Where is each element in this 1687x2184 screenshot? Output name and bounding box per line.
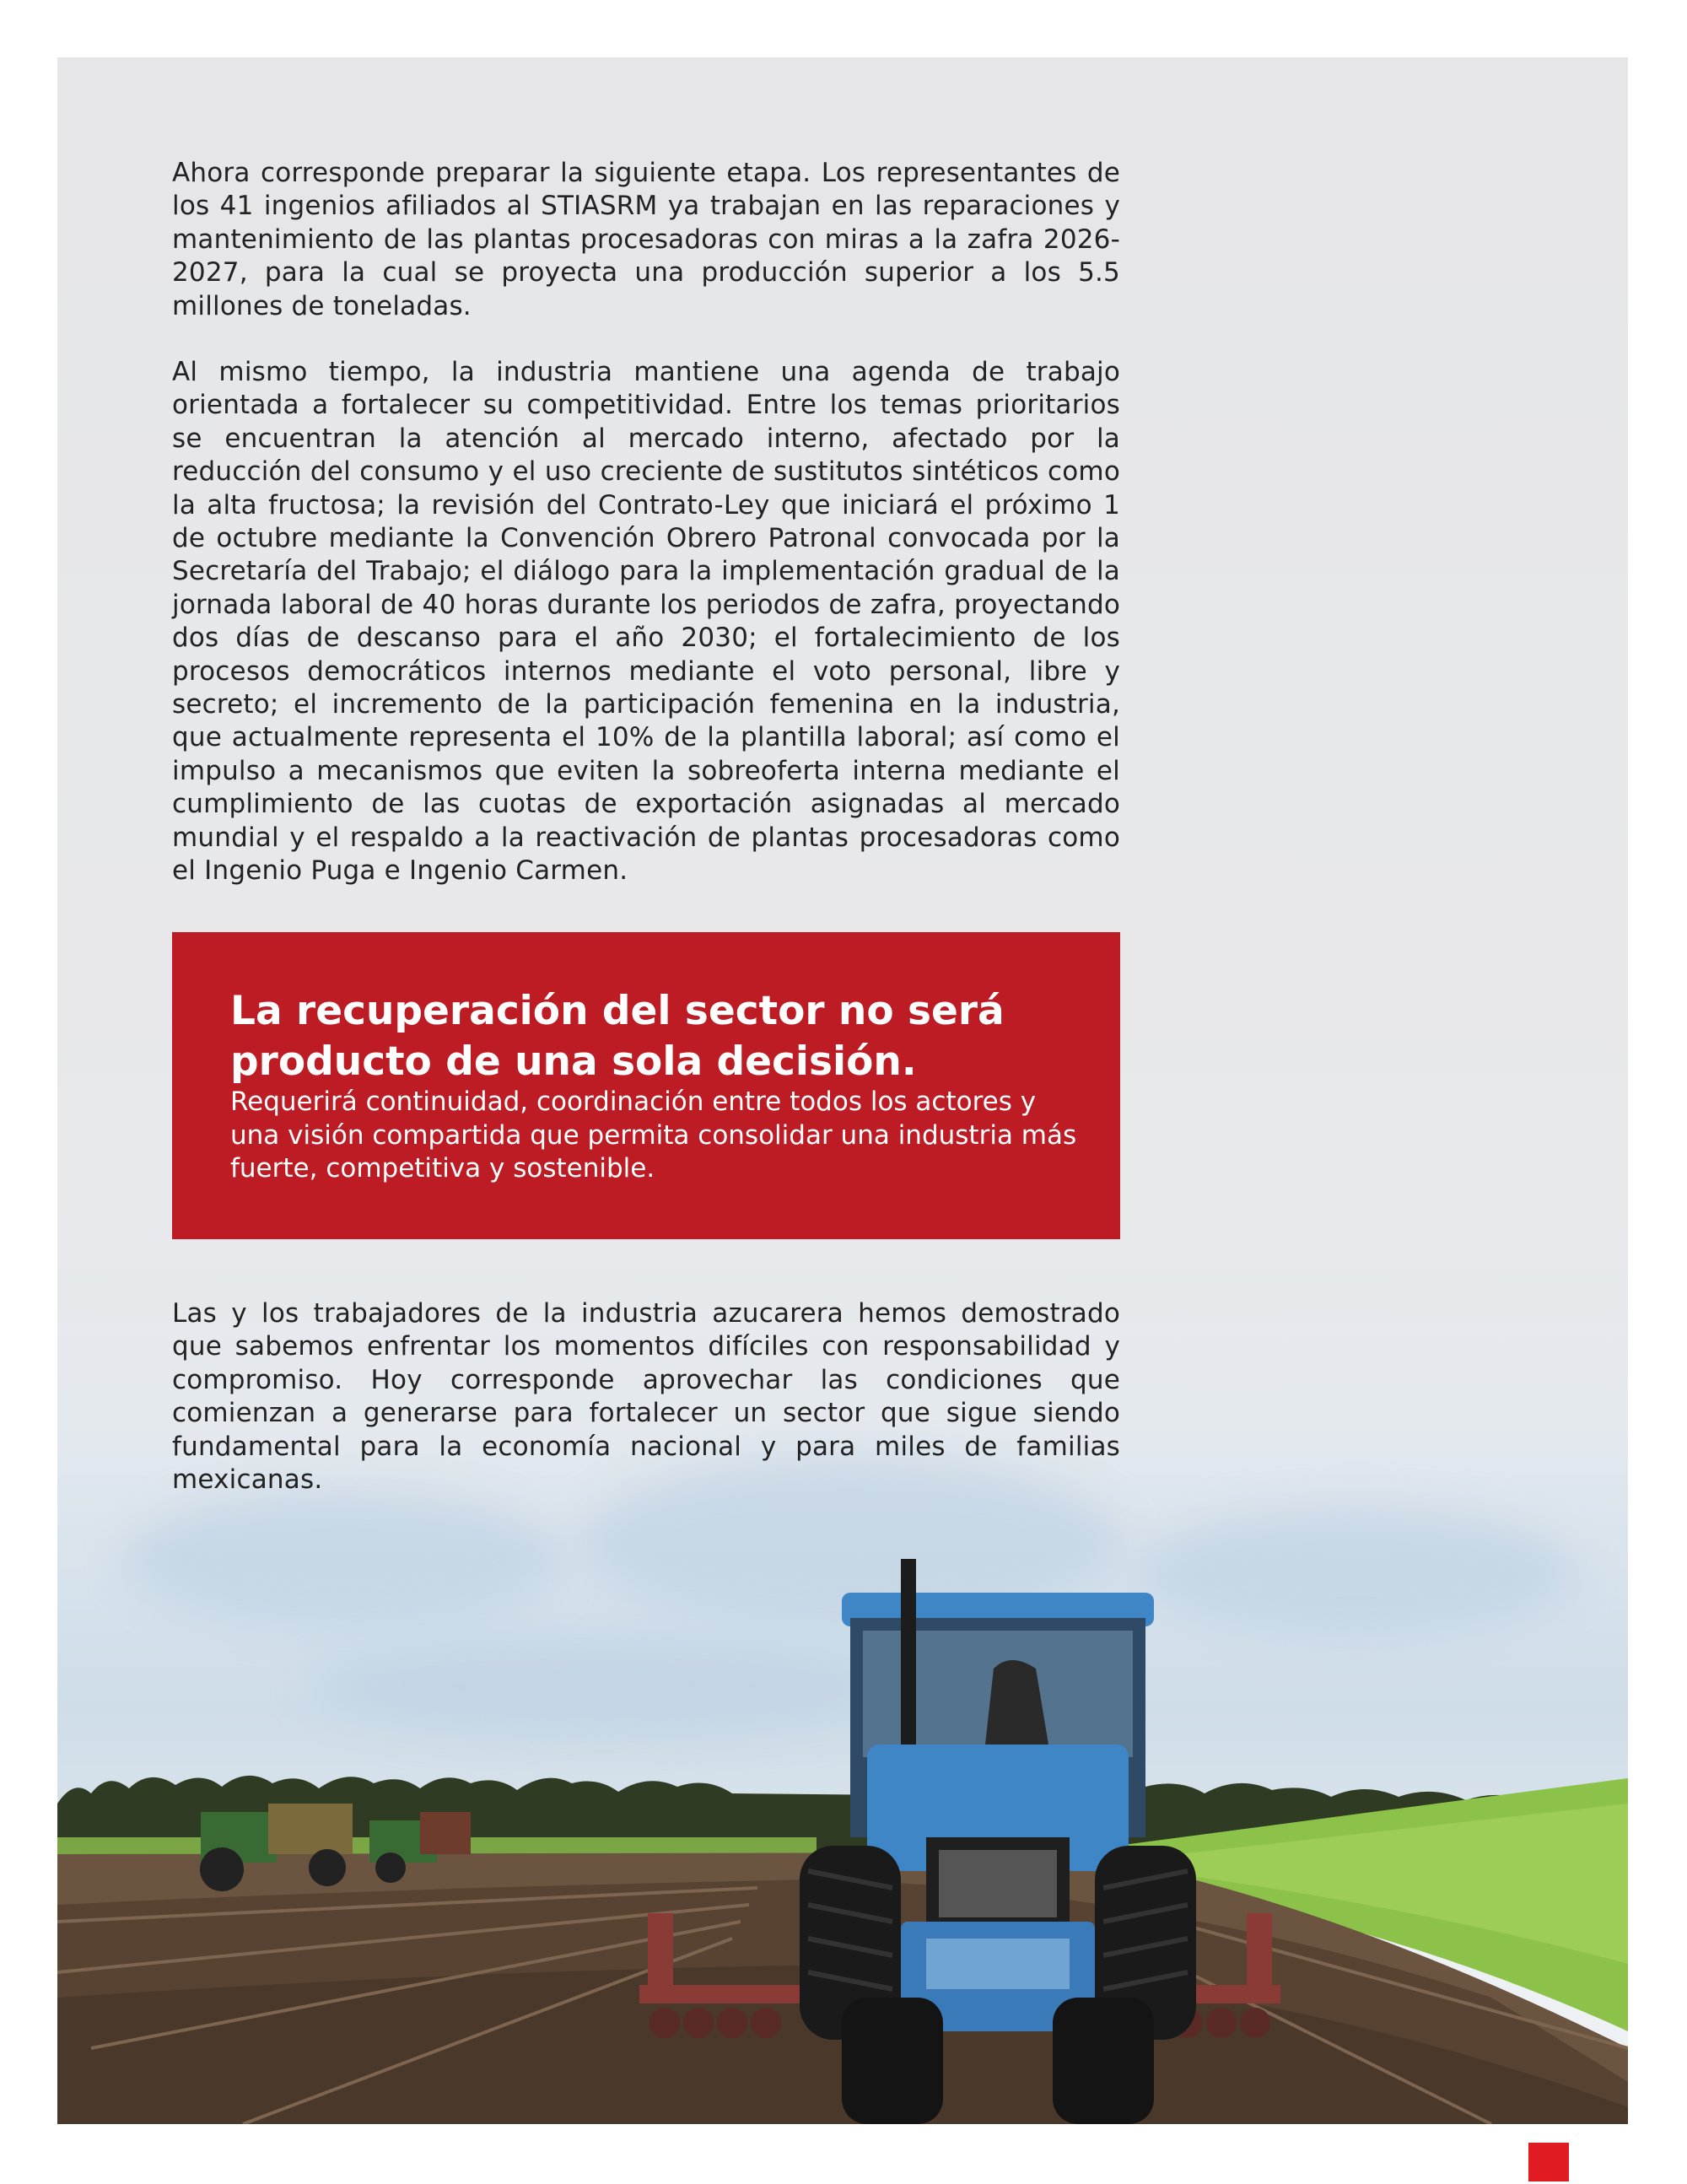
page-sheet: [57, 57, 1628, 2124]
tractor-field-photo: [57, 1525, 1628, 2124]
callout-title: La recuperación del sector no será producto de una sola decisión.: [230, 988, 1005, 1085]
callout-text: Requerirá continuidad, coordinación entre todos los actores y una visión compartida que permita consolidar una industria más fuerte, competitiva y sostenible.: [230, 1087, 1077, 1184]
callout-box: [172, 932, 1120, 1239]
page-marker: [1528, 2143, 1569, 2181]
body-paragraph: Al mismo tiempo, la industria mantiene una agenda de trabajo orientada a fortalecer su competitividad. Entre los temas prioritarios se encuentran la atención al mercado interno, afectado por la reducción del consumo y el uso creciente de sustitutos sintéticos como la alta fructosa; la revisión del Contrato-Ley que iniciará el próximo 1 de octubre mediante la Convención Obrero Patronal convocada por la Secretaría del Trabajo; el diálogo para la implementación gradual de la jornada laboral de 40 horas durante los periodos de zafra, proyectando dos días de descanso para el año 2030; el fortalecimiento de los procesos democráticos internos mediante el voto personal, libre y secreto; el incremento de la participación femenina en la industria, que actualmente representa el 10% de la plantilla laboral; así como el impulso a mecanismos que eviten la sobreoferta interna mediante el cumplimiento de las cuotas de exportación asignadas al mercado mundial y el respaldo a la reactivación de plantas procesadoras como el Ingenio Puga e Ingenio Carmen.: [172, 357, 1120, 887]
body-paragraph: Las y los trabajadores de la industria azucarera hemos demostrado que sabemos enfrentar los momentos difíciles con responsabilidad y compromiso. Hoy corresponde aprovechar las condiciones que comienzan a generarse para fortalecer un sector que sigue siendo fundamental para la economía nacional y para miles de familias mexicanas.: [172, 1298, 1120, 1496]
body-paragraph: Ahora corresponde preparar la siguiente etapa. Los representantes de los 41 ingenios afiliados al STIASRM ya trabajan en las reparaciones y mantenimiento de las plantas procesadoras con miras a la zafra 2026-2027, para la cual se proyecta una producción superior a los 5.5 millones de toneladas.: [172, 158, 1120, 321]
